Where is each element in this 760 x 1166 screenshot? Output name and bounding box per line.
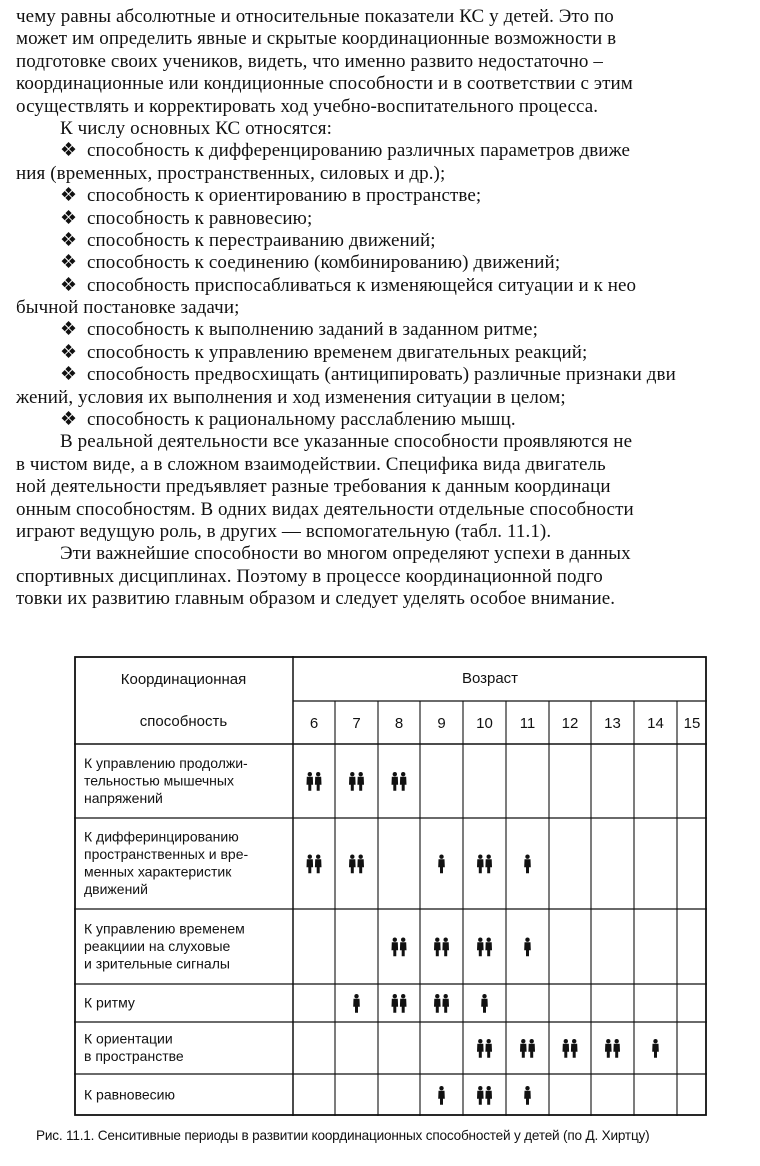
text-line-content: способность к ориентированию в пространстве; [87,185,482,207]
text-line-content: может им определить явные и скрытые координационные возможности в [16,28,617,50]
diamond-bullet-icon: ❖ [60,140,78,162]
text-line [16,275,760,297]
text-line [16,387,760,409]
figure-icon [315,772,322,791]
figure-icon [520,1039,527,1058]
text-line-content: способность к управлению временем двигательных реакций; [87,341,588,363]
text-line-content: жений, условия их выполнения и ход изменения ситуации в целом; [16,386,566,408]
row-label-line: реакциии на слуховые [84,937,231,954]
text-line-content: способность приспосабливаться к изменяющейся ситуации и к нео [87,274,637,296]
text-line [16,51,760,73]
diamond-bullet-icon: ❖ [60,341,78,363]
text-line-content: способность к дифференцированию различных параметров движе [87,140,631,162]
figure-icon [307,772,314,791]
figure-icon [349,855,356,874]
text-line-content: онным способностям. В одних видах деятельности отдельные способности [16,498,634,520]
age-label-12: 12 [561,715,579,732]
age-label-14: 14 [647,715,664,732]
text-line [16,588,760,610]
diamond-bullet-icon: ❖ [60,364,78,386]
text-line [16,297,760,319]
figure-icon [652,1039,659,1058]
figure-icon [357,772,364,791]
age-label-8: 8 [394,715,404,732]
figure-caption: Рис. 11.1. Сенситивные периоды в развитии координационных способностей у детей (по Д. Хиртцу) [36,1128,650,1143]
header-age: Возраст [461,670,519,687]
figure-icon [477,1086,484,1105]
text-line [16,409,760,431]
text-line-content: В реальной деятельности все указанные способности проявляются не [60,431,633,453]
text-line-content: координационные или кондиционные способности и в соответствии с этим [16,73,633,95]
text-line [16,431,760,453]
text-line-content: способность к перестраиванию движений; [87,229,436,251]
figure-icon [442,938,449,957]
text-line [16,543,760,565]
header-ability-line1: Координационная [120,671,247,688]
row-label-line: К управлению продолжи- [84,754,248,771]
text-line-content: ния (временных, пространственных, силовых и др.); [16,162,446,184]
row-label-line: пространственных и вре- [84,846,249,862]
figure-icon [524,1086,531,1105]
text-line [16,566,760,588]
text-line-content: чему равны абсолютные и относительные показатели КС у детей. Это по [16,6,614,27]
text-line-content: способность к выполнению заданий в заданном ритме; [87,319,538,341]
age-label-13: 13 [604,715,621,732]
text-line [16,73,760,95]
figure-icon [400,938,407,957]
text-line-content: подготовке своих учеников, видеть, что именно развито недостаточно – [16,50,603,72]
figure-icon [307,855,314,874]
text-line-content: товки их развитию главным образом и следует уделять особое внимание. [16,588,616,610]
figure-icon [485,938,492,957]
text-line-content: в чистом виде, а в сложном взаимодействии. Специфика вида двигатель [16,453,606,475]
figure-icon [524,855,531,874]
figure-icon [477,938,484,957]
text-line [16,364,760,386]
text-line-content: осуществлять и корректировать ход учебно-воспитательного процесса. [16,95,599,117]
text-line-content: бычной постановке задачи; [16,297,240,319]
row-label-line: и зрительные сигналы [84,955,230,972]
figure-icon [392,772,399,791]
row-label-line: К управлению временем [84,920,245,937]
row-label-line: напряжений [84,789,163,806]
text-line [16,342,760,364]
text-line [16,319,760,341]
body-text [16,6,760,611]
figure-icon [442,994,449,1013]
figure-icon [571,1039,578,1058]
figure-icon [613,1039,620,1058]
figure-icon [438,1086,445,1105]
row-label-line: К равновесию [84,1086,175,1103]
header-ability-line2: способность [139,713,228,730]
diamond-bullet-icon: ❖ [60,229,78,251]
text-line [16,454,760,476]
text-line [16,6,760,28]
text-line [16,140,760,162]
figure-icon [434,938,441,957]
row-label-line: движений [84,881,148,897]
row-label-line: в пространстве [84,1048,184,1064]
text-line [16,96,760,118]
text-line [16,163,760,185]
age-label-11: 11 [519,715,536,732]
figure-icon [481,994,488,1013]
text-line-content: способность к соединению (комбинированию) движений; [87,252,561,274]
figure-icon [349,772,356,791]
row-label-line: тельностью мышечных [84,772,234,789]
sensitive-periods-table [74,656,707,1116]
text-line-content: способность предвосхищать (антиципировать) различные признаки дви [87,364,676,386]
row-label-line: К ритму [84,994,135,1011]
diamond-bullet-icon: ❖ [60,319,78,341]
figure-icon [485,1039,492,1058]
figure-icon [485,855,492,874]
text-line [16,28,760,50]
row-label-line: К дифферинцированию [84,828,239,845]
text-line [16,185,760,207]
text-line [16,521,760,543]
diamond-bullet-icon: ❖ [60,409,78,431]
table-svg [74,656,707,1116]
figure-icon [524,938,531,957]
text-line-content: К числу основных КС относятся: [60,117,333,139]
figure-icon [438,855,445,874]
text-line-content: спортивных дисциплинах. Поэтому в процессе координационной подго [16,565,603,587]
text-line-content: способность к рациональному расслаблению мышц. [87,409,516,431]
age-label-15: 15 [683,715,701,732]
figure-icon [353,994,360,1013]
text-line [16,499,760,521]
figure-icon [392,938,399,957]
figure-icon [477,1039,484,1058]
text-line-content: способность к равновесию; [87,207,313,229]
figure-icon [485,1086,492,1105]
figure-icon [392,994,399,1013]
figure-icon [400,772,407,791]
text-line [16,230,760,252]
age-label-10: 10 [476,715,493,732]
text-line [16,208,760,230]
diamond-bullet-icon: ❖ [60,252,78,274]
text-line-content: Эти важнейшие способности во многом определяют успехи в данных [60,543,631,565]
text-line [16,252,760,274]
row-label-line: К ориентации [84,1030,173,1047]
figure-icon [605,1039,612,1058]
figure-icon [357,855,364,874]
text-line [16,118,760,140]
age-label-6: 6 [309,715,319,732]
diamond-bullet-icon: ❖ [60,185,78,207]
figure-icon [315,855,322,874]
figure-icon [477,855,484,874]
age-label-7: 7 [352,715,361,732]
diamond-bullet-icon: ❖ [60,274,78,296]
figure-icon [528,1039,535,1058]
diamond-bullet-icon: ❖ [60,207,78,229]
text-line [16,476,760,498]
age-label-9: 9 [437,715,446,732]
row-label-line: менных характеристик [84,863,232,880]
text-line-content: ной деятельности предъявляет разные требования к данным координаци [16,476,611,498]
figure-icon [434,994,441,1013]
figure-icon [563,1039,570,1058]
text-line-content: играют ведущую роль, в других — вспомогательную (табл. 11.1). [16,520,552,542]
figure-icon [400,994,407,1013]
